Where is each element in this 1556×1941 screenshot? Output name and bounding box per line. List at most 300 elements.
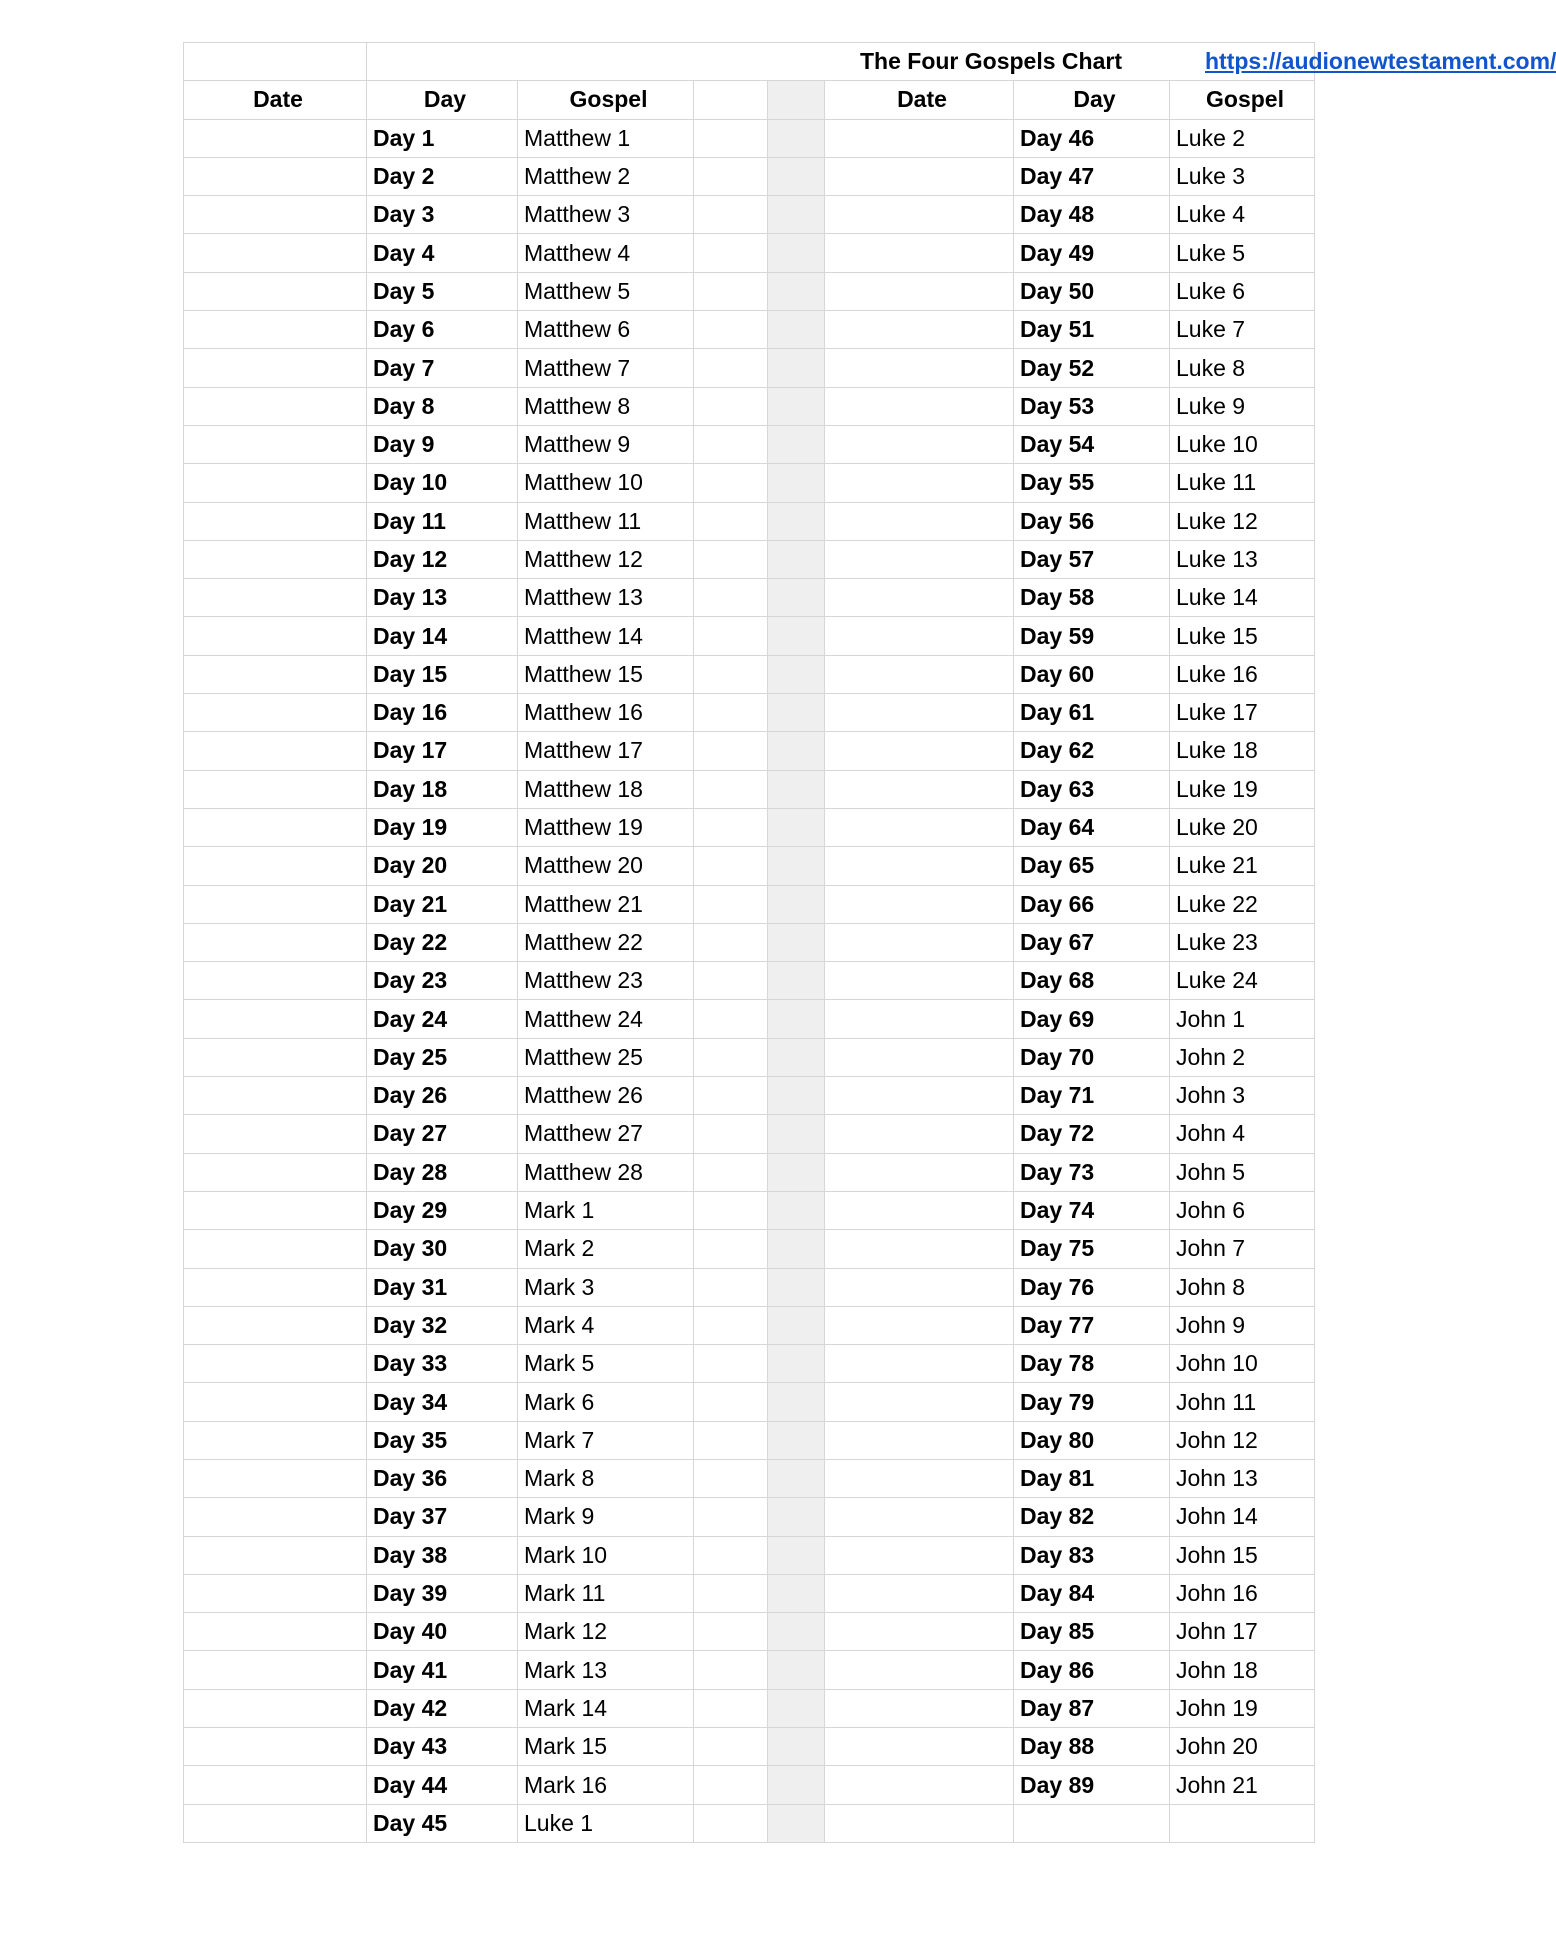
left-notes-cell[interactable] <box>694 464 768 502</box>
left-day-cell: Day 28 <box>367 1153 518 1191</box>
left-notes-cell[interactable] <box>694 770 768 808</box>
left-date-cell[interactable] <box>184 1306 367 1344</box>
left-gospel-cell: Matthew 5 <box>518 272 694 310</box>
right-date-cell[interactable] <box>825 1038 1014 1076</box>
right-gospel-cell: John 2 <box>1170 1038 1315 1076</box>
right-date-cell[interactable] <box>825 1077 1014 1115</box>
right-date-cell[interactable] <box>825 770 1014 808</box>
left-day-cell: Day 17 <box>367 732 518 770</box>
table-row <box>184 808 1315 846</box>
left-date-cell[interactable] <box>184 1000 367 1038</box>
left-notes-cell[interactable] <box>694 157 768 195</box>
right-gospel-cell: Luke 24 <box>1170 962 1315 1000</box>
right-date-cell[interactable] <box>825 1728 1014 1766</box>
table-row <box>184 425 1315 463</box>
right-day-cell: Day 50 <box>1014 272 1170 310</box>
right-gospel-cell: John 17 <box>1170 1613 1315 1651</box>
left-notes-cell[interactable] <box>694 272 768 310</box>
left-date-cell[interactable] <box>184 1689 367 1727</box>
separator-cell <box>768 808 825 846</box>
right-date-cell[interactable] <box>825 1268 1014 1306</box>
right-gospel-cell: John 12 <box>1170 1421 1315 1459</box>
right-day-cell: Day 71 <box>1014 1077 1170 1115</box>
right-date-cell[interactable] <box>825 387 1014 425</box>
left-gospel-cell: Matthew 10 <box>518 464 694 502</box>
left-date-cell[interactable] <box>184 1804 367 1842</box>
table-row <box>184 234 1315 272</box>
left-notes-cell[interactable] <box>694 617 768 655</box>
left-gospel-cell: Matthew 17 <box>518 732 694 770</box>
left-date-cell[interactable] <box>184 1498 367 1536</box>
left-date-cell[interactable] <box>184 885 367 923</box>
right-date-cell[interactable] <box>825 1421 1014 1459</box>
right-date-header: Date <box>825 81 1014 119</box>
separator-cell <box>768 1421 825 1459</box>
separator-cell <box>768 425 825 463</box>
left-date-cell[interactable] <box>184 1191 367 1229</box>
right-date-cell[interactable] <box>825 923 1014 961</box>
table-row <box>184 311 1315 349</box>
left-notes-cell[interactable] <box>694 962 768 1000</box>
right-date-cell[interactable] <box>825 808 1014 846</box>
left-date-cell[interactable] <box>184 1728 367 1766</box>
right-day-cell: Day 58 <box>1014 579 1170 617</box>
right-gospel-cell: John 16 <box>1170 1574 1315 1612</box>
table-row <box>184 885 1315 923</box>
right-date-cell[interactable] <box>825 1804 1014 1842</box>
left-gospel-cell: Matthew 12 <box>518 540 694 578</box>
right-date-cell[interactable] <box>825 617 1014 655</box>
left-notes-cell[interactable] <box>694 847 768 885</box>
right-day-cell: Day 72 <box>1014 1115 1170 1153</box>
left-gospel-cell: Matthew 6 <box>518 311 694 349</box>
left-day-cell: Day 24 <box>367 1000 518 1038</box>
left-gospel-cell: Mark 8 <box>518 1459 694 1497</box>
right-day-cell: Day 54 <box>1014 425 1170 463</box>
right-date-cell[interactable] <box>825 1383 1014 1421</box>
table-row <box>184 1230 1315 1268</box>
left-notes-cell[interactable] <box>694 1306 768 1344</box>
right-date-cell[interactable] <box>825 847 1014 885</box>
table-row <box>184 387 1315 425</box>
left-day-cell: Day 16 <box>367 694 518 732</box>
right-date-cell[interactable] <box>825 1459 1014 1497</box>
left-day-cell: Day 38 <box>367 1536 518 1574</box>
right-gospel-cell: John 6 <box>1170 1191 1315 1229</box>
left-date-cell[interactable] <box>184 1421 367 1459</box>
table-row <box>184 196 1315 234</box>
right-date-cell[interactable] <box>825 540 1014 578</box>
separator-cell <box>768 119 825 157</box>
separator-cell <box>768 157 825 195</box>
left-notes-cell[interactable] <box>694 1651 768 1689</box>
left-gospel-cell: Matthew 19 <box>518 808 694 846</box>
right-day-cell: Day 77 <box>1014 1306 1170 1344</box>
table-row <box>184 655 1315 693</box>
right-gospel-cell: John 10 <box>1170 1345 1315 1383</box>
right-date-cell[interactable] <box>825 119 1014 157</box>
left-day-cell: Day 36 <box>367 1459 518 1497</box>
separator-cell <box>768 1268 825 1306</box>
left-notes-cell[interactable] <box>694 1728 768 1766</box>
right-day-cell: Day 70 <box>1014 1038 1170 1076</box>
right-date-cell[interactable] <box>825 1574 1014 1612</box>
left-date-cell[interactable] <box>184 349 367 387</box>
table-row <box>184 847 1315 885</box>
left-date-cell[interactable] <box>184 387 367 425</box>
right-gospel-cell: Luke 10 <box>1170 425 1315 463</box>
left-gospel-cell: Matthew 22 <box>518 923 694 961</box>
right-day-cell: Day 89 <box>1014 1766 1170 1804</box>
left-gospel-cell: Luke 1 <box>518 1804 694 1842</box>
right-date-cell[interactable] <box>825 349 1014 387</box>
right-day-cell: Day 75 <box>1014 1230 1170 1268</box>
left-notes-cell[interactable] <box>694 1804 768 1842</box>
left-date-cell[interactable] <box>184 732 367 770</box>
left-gospel-cell: Matthew 2 <box>518 157 694 195</box>
left-gospel-cell: Mark 2 <box>518 1230 694 1268</box>
table-row <box>184 1038 1315 1076</box>
table-row <box>184 923 1315 961</box>
left-date-cell[interactable] <box>184 1613 367 1651</box>
left-date-cell[interactable] <box>184 272 367 310</box>
left-date-cell[interactable] <box>184 1345 367 1383</box>
right-date-cell[interactable] <box>825 1306 1014 1344</box>
left-date-cell[interactable] <box>184 540 367 578</box>
left-notes-cell[interactable] <box>694 119 768 157</box>
left-notes-cell[interactable] <box>694 502 768 540</box>
table-row <box>184 1651 1315 1689</box>
left-notes-cell[interactable] <box>694 1191 768 1229</box>
left-date-cell[interactable] <box>184 196 367 234</box>
left-gospel-cell: Matthew 26 <box>518 1077 694 1115</box>
left-date-cell[interactable] <box>184 1038 367 1076</box>
left-gospel-cell: Matthew 28 <box>518 1153 694 1191</box>
right-gospel-cell: John 3 <box>1170 1077 1315 1115</box>
left-notes-cell[interactable] <box>694 694 768 732</box>
right-date-cell[interactable] <box>825 885 1014 923</box>
left-gospel-cell: Matthew 24 <box>518 1000 694 1038</box>
separator-cell <box>768 1230 825 1268</box>
separator-cell <box>768 1345 825 1383</box>
right-day-cell: Day 52 <box>1014 349 1170 387</box>
right-date-cell[interactable] <box>825 1191 1014 1229</box>
left-day-cell: Day 7 <box>367 349 518 387</box>
right-day-cell: Day 87 <box>1014 1689 1170 1727</box>
left-date-cell[interactable] <box>184 847 367 885</box>
right-date-cell[interactable] <box>825 962 1014 1000</box>
right-date-cell[interactable] <box>825 1536 1014 1574</box>
left-date-cell[interactable] <box>184 1459 367 1497</box>
right-date-cell[interactable] <box>825 1498 1014 1536</box>
left-day-cell: Day 3 <box>367 196 518 234</box>
website-link[interactable]: https://audionewtestament.com/ <box>1205 48 1556 75</box>
right-day-cell: Day 53 <box>1014 387 1170 425</box>
left-notes-cell[interactable] <box>694 387 768 425</box>
left-date-cell[interactable] <box>184 1230 367 1268</box>
left-gospel-cell: Matthew 27 <box>518 1115 694 1153</box>
right-day-cell: Day 86 <box>1014 1651 1170 1689</box>
right-gospel-cell: John 19 <box>1170 1689 1315 1727</box>
left-notes-cell[interactable] <box>694 1459 768 1497</box>
left-gospel-header: Gospel <box>518 81 694 119</box>
right-gospel-cell <box>1170 1804 1315 1842</box>
left-day-cell: Day 31 <box>367 1268 518 1306</box>
right-date-cell[interactable] <box>825 732 1014 770</box>
left-gospel-cell: Matthew 1 <box>518 119 694 157</box>
right-gospel-cell: Luke 11 <box>1170 464 1315 502</box>
left-notes-cell[interactable] <box>694 655 768 693</box>
left-notes-cell[interactable] <box>694 1421 768 1459</box>
separator-cell <box>768 1728 825 1766</box>
table-row <box>184 1268 1315 1306</box>
left-notes-cell[interactable] <box>694 234 768 272</box>
left-date-cell[interactable] <box>184 1766 367 1804</box>
right-gospel-cell: Luke 21 <box>1170 847 1315 885</box>
left-gospel-cell: Mark 9 <box>518 1498 694 1536</box>
right-day-cell: Day 67 <box>1014 923 1170 961</box>
left-notes-cell[interactable] <box>694 1689 768 1727</box>
right-day-cell: Day 79 <box>1014 1383 1170 1421</box>
left-notes-cell[interactable] <box>694 1574 768 1612</box>
table-row <box>184 694 1315 732</box>
table-row <box>184 1766 1315 1804</box>
left-day-cell: Day 29 <box>367 1191 518 1229</box>
left-notes-cell[interactable] <box>694 1115 768 1153</box>
right-date-cell[interactable] <box>825 502 1014 540</box>
left-notes-cell[interactable] <box>694 923 768 961</box>
left-notes-cell[interactable] <box>694 540 768 578</box>
right-date-cell[interactable] <box>825 234 1014 272</box>
left-date-cell[interactable] <box>184 808 367 846</box>
left-day-cell: Day 2 <box>367 157 518 195</box>
left-notes-cell[interactable] <box>694 1766 768 1804</box>
table-row <box>184 579 1315 617</box>
right-gospel-cell: John 18 <box>1170 1651 1315 1689</box>
left-gospel-cell: Matthew 7 <box>518 349 694 387</box>
right-date-cell[interactable] <box>825 272 1014 310</box>
right-gospel-cell: John 9 <box>1170 1306 1315 1344</box>
left-gospel-cell: Mark 12 <box>518 1613 694 1651</box>
right-date-cell[interactable] <box>825 579 1014 617</box>
table-row <box>184 502 1315 540</box>
left-notes-cell[interactable] <box>694 1153 768 1191</box>
left-notes-cell[interactable] <box>694 1383 768 1421</box>
right-date-cell[interactable] <box>825 655 1014 693</box>
separator-cell <box>768 272 825 310</box>
left-gospel-cell: Matthew 20 <box>518 847 694 885</box>
right-day-cell: Day 68 <box>1014 962 1170 1000</box>
left-notes-cell[interactable] <box>694 196 768 234</box>
separator-cell <box>768 234 825 272</box>
left-notes-cell[interactable] <box>694 808 768 846</box>
left-day-header: Day <box>367 81 518 119</box>
table-row <box>184 1804 1315 1842</box>
separator-cell <box>768 1498 825 1536</box>
left-date-cell[interactable] <box>184 157 367 195</box>
right-date-cell[interactable] <box>825 464 1014 502</box>
right-gospel-cell: John 14 <box>1170 1498 1315 1536</box>
right-day-cell: Day 61 <box>1014 694 1170 732</box>
right-date-cell[interactable] <box>825 1613 1014 1651</box>
left-date-cell[interactable] <box>184 1268 367 1306</box>
right-gospel-header: Gospel <box>1170 81 1315 119</box>
right-day-cell: Day 82 <box>1014 1498 1170 1536</box>
left-date-cell[interactable] <box>184 962 367 1000</box>
right-day-cell: Day 76 <box>1014 1268 1170 1306</box>
separator-cell <box>768 1613 825 1651</box>
right-gospel-cell: Luke 20 <box>1170 808 1315 846</box>
left-gospel-cell: Mark 11 <box>518 1574 694 1612</box>
left-notes-cell[interactable] <box>694 885 768 923</box>
right-gospel-cell: Luke 4 <box>1170 196 1315 234</box>
left-date-cell[interactable] <box>184 425 367 463</box>
separator-cell <box>768 311 825 349</box>
right-gospel-cell: Luke 12 <box>1170 502 1315 540</box>
table-row <box>184 732 1315 770</box>
left-day-cell: Day 42 <box>367 1689 518 1727</box>
left-notes-cell[interactable] <box>694 1613 768 1651</box>
left-date-cell[interactable] <box>184 694 367 732</box>
table-row <box>184 617 1315 655</box>
right-day-cell: Day 69 <box>1014 1000 1170 1038</box>
right-gospel-cell: John 7 <box>1170 1230 1315 1268</box>
left-gospel-cell: Matthew 11 <box>518 502 694 540</box>
left-notes-cell[interactable] <box>694 349 768 387</box>
table-row <box>184 1574 1315 1612</box>
right-date-cell[interactable] <box>825 1651 1014 1689</box>
left-date-cell[interactable] <box>184 502 367 540</box>
left-day-cell: Day 8 <box>367 387 518 425</box>
right-gospel-cell: John 11 <box>1170 1383 1315 1421</box>
left-notes-cell[interactable] <box>694 1498 768 1536</box>
right-date-cell[interactable] <box>825 1230 1014 1268</box>
left-date-cell[interactable] <box>184 1115 367 1153</box>
left-gospel-cell: Matthew 18 <box>518 770 694 808</box>
left-notes-cell[interactable] <box>694 1038 768 1076</box>
left-gospel-cell: Matthew 14 <box>518 617 694 655</box>
left-date-cell[interactable] <box>184 1574 367 1612</box>
left-date-cell[interactable] <box>184 655 367 693</box>
right-day-cell: Day 55 <box>1014 464 1170 502</box>
left-gospel-cell: Mark 1 <box>518 1191 694 1229</box>
left-notes-cell[interactable] <box>694 1230 768 1268</box>
right-date-cell[interactable] <box>825 1345 1014 1383</box>
left-day-cell: Day 20 <box>367 847 518 885</box>
left-day-cell: Day 11 <box>367 502 518 540</box>
table-row <box>184 1383 1315 1421</box>
right-gospel-cell: Luke 2 <box>1170 119 1315 157</box>
title-date-cell[interactable] <box>184 43 367 81</box>
left-notes-cell[interactable] <box>694 425 768 463</box>
right-gospel-cell: Luke 16 <box>1170 655 1315 693</box>
right-date-cell[interactable] <box>825 311 1014 349</box>
left-notes-cell[interactable] <box>694 311 768 349</box>
left-day-cell: Day 13 <box>367 579 518 617</box>
right-day-cell: Day 49 <box>1014 234 1170 272</box>
right-day-cell: Day 88 <box>1014 1728 1170 1766</box>
right-date-cell[interactable] <box>825 425 1014 463</box>
right-date-cell[interactable] <box>825 1766 1014 1804</box>
separator-cell <box>768 1651 825 1689</box>
right-date-cell[interactable] <box>825 1153 1014 1191</box>
left-date-cell[interactable] <box>184 770 367 808</box>
left-notes-cell[interactable] <box>694 1000 768 1038</box>
left-day-cell: Day 25 <box>367 1038 518 1076</box>
left-gospel-cell: Mark 6 <box>518 1383 694 1421</box>
left-gospel-cell: Matthew 15 <box>518 655 694 693</box>
left-date-cell[interactable] <box>184 1077 367 1115</box>
right-gospel-cell: Luke 18 <box>1170 732 1315 770</box>
left-date-cell[interactable] <box>184 119 367 157</box>
table-row <box>184 1153 1315 1191</box>
right-date-cell[interactable] <box>825 157 1014 195</box>
right-date-cell[interactable] <box>825 694 1014 732</box>
right-day-cell: Day 59 <box>1014 617 1170 655</box>
separator-cell <box>768 1191 825 1229</box>
left-gospel-cell: Mark 5 <box>518 1345 694 1383</box>
left-notes-cell[interactable] <box>694 1345 768 1383</box>
left-gospel-cell: Mark 14 <box>518 1689 694 1727</box>
right-date-cell[interactable] <box>825 196 1014 234</box>
left-gospel-cell: Matthew 21 <box>518 885 694 923</box>
left-day-cell: Day 34 <box>367 1383 518 1421</box>
left-notes-cell[interactable] <box>694 1268 768 1306</box>
left-date-cell[interactable] <box>184 617 367 655</box>
table-row <box>184 1191 1315 1229</box>
left-notes-cell[interactable] <box>694 579 768 617</box>
left-day-cell: Day 23 <box>367 962 518 1000</box>
separator-cell <box>768 923 825 961</box>
right-gospel-cell: Luke 15 <box>1170 617 1315 655</box>
left-date-cell[interactable] <box>184 1536 367 1574</box>
left-date-cell[interactable] <box>184 923 367 961</box>
left-date-cell[interactable] <box>184 1153 367 1191</box>
left-day-cell: Day 12 <box>367 540 518 578</box>
chart-title: The Four Gospels Chart <box>860 48 1122 75</box>
right-day-cell: Day 64 <box>1014 808 1170 846</box>
table-row <box>184 1421 1315 1459</box>
table-row <box>184 119 1315 157</box>
left-date-cell[interactable] <box>184 464 367 502</box>
table-row <box>184 1728 1315 1766</box>
right-gospel-cell: John 20 <box>1170 1728 1315 1766</box>
right-gospel-cell: Luke 14 <box>1170 579 1315 617</box>
right-date-cell[interactable] <box>825 1115 1014 1153</box>
right-date-cell[interactable] <box>825 1000 1014 1038</box>
left-notes-cell[interactable] <box>694 1077 768 1115</box>
right-date-cell[interactable] <box>825 1689 1014 1727</box>
separator-cell <box>768 1153 825 1191</box>
left-date-cell[interactable] <box>184 234 367 272</box>
table-row <box>184 1536 1315 1574</box>
left-day-cell: Day 4 <box>367 234 518 272</box>
left-date-cell[interactable] <box>184 579 367 617</box>
table-row <box>184 962 1315 1000</box>
left-notes-cell[interactable] <box>694 732 768 770</box>
table-row <box>184 770 1315 808</box>
separator-cell <box>768 502 825 540</box>
left-notes-header[interactable] <box>694 81 768 119</box>
right-day-cell: Day 62 <box>1014 732 1170 770</box>
left-date-cell[interactable] <box>184 1651 367 1689</box>
right-day-cell: Day 65 <box>1014 847 1170 885</box>
separator-cell <box>768 885 825 923</box>
left-date-cell[interactable] <box>184 311 367 349</box>
left-notes-cell[interactable] <box>694 1536 768 1574</box>
left-date-cell[interactable] <box>184 1383 367 1421</box>
left-day-cell: Day 44 <box>367 1766 518 1804</box>
